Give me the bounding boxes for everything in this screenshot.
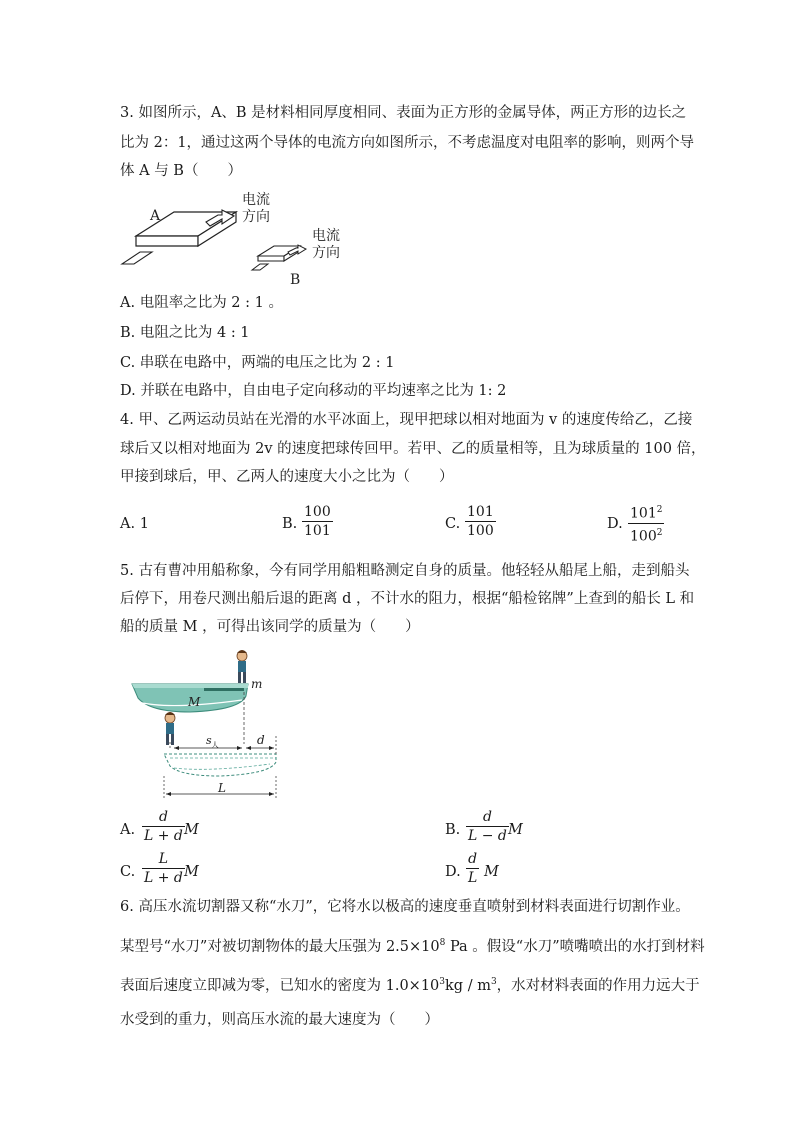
person-lower bbox=[165, 712, 175, 745]
q6-pressure-unit: Pa bbox=[445, 938, 468, 955]
q5-option-d-label: D. bbox=[445, 864, 461, 880]
q4-c-numerator: 101 bbox=[467, 504, 494, 520]
q5-c-denominator: L + d bbox=[144, 870, 183, 886]
q4-option-d-fraction bbox=[628, 501, 664, 545]
q4-c-denominator: 100 bbox=[467, 523, 494, 539]
q4-option-a: A. 1 bbox=[120, 516, 149, 532]
q3-option-c: C. 串联在电路中，两端的电压之比为 2 : 1 bbox=[120, 355, 395, 371]
q5-c-numerator: L bbox=[158, 851, 169, 867]
q6-density-value: 1.0×10 bbox=[385, 977, 440, 994]
q4-stem-line-3: 甲接到球后，甲、乙两人的速度大小之比为（ ） bbox=[120, 469, 454, 485]
q4-option-b-label: B. bbox=[282, 516, 298, 532]
q6-line3-text-b: ，水对材料表面的作用力远大于 bbox=[496, 977, 700, 994]
q5-stem-line-3: 船的质量 M ，可得出该同学的质量为（ ） bbox=[120, 619, 420, 635]
q4-option-d-label: D. bbox=[607, 516, 623, 532]
q6-stem-line-1: 6. 高压水流切割器又称“水刀”，它将水以极高的速度垂直喷射到材料表面进行切割作业。 bbox=[120, 899, 690, 915]
q4-stem-line-1: 4. 甲、乙两运动员站在光滑的水平冰面上，现甲把球以相对地面为 v 的速度传给乙，乙接 bbox=[120, 412, 693, 428]
q5-d-numerator: d bbox=[468, 851, 478, 867]
q6-pressure-value: 2.5×10 bbox=[385, 938, 440, 955]
q6-stem-line-2 bbox=[120, 933, 705, 957]
label-d: d bbox=[257, 733, 265, 747]
conductor-b bbox=[252, 245, 306, 270]
q3-stem-line-2: 比为 2：1，通过这两个导体的电流方向如图所示，不考虑温度对电阻率的影响，则两个导 bbox=[120, 135, 695, 151]
q4-d-num-exp: 2 bbox=[656, 505, 663, 515]
q5-option-b-label: B. bbox=[445, 822, 461, 838]
q4-stem-line-2: 球后又以相对地面为 2v 的速度把球传回甲。若甲、乙的质量相等，且为球质量的 100 倍， bbox=[120, 441, 706, 457]
q4-d-den-exp: 2 bbox=[656, 527, 663, 538]
q5-option-c-label: C. bbox=[120, 864, 136, 880]
q3-stem-line-1: 3. 如图所示，A、B 是材料相同厚度相同、表面为正方形的金属导体，两正方形的边长之 bbox=[120, 105, 687, 121]
person-upper bbox=[237, 650, 247, 683]
q5-b-numerator: d bbox=[482, 809, 492, 825]
lower-boat-outline bbox=[164, 754, 276, 776]
q6-line2-text-b: 。假设“水刀”喷嘴喷出的水打到材料 bbox=[467, 938, 705, 955]
q5-c-suffix: M bbox=[184, 864, 199, 880]
q5-stem-line-1: 5. 古有曹冲用船称象，今有同学用船粗略测定自身的质量。他轻轻从船尾上船，走到船头 bbox=[120, 563, 690, 579]
label-b: B bbox=[290, 272, 301, 288]
q4-d-denominator bbox=[628, 524, 664, 546]
q3-option-a: A. 电阻率之比为 2 : 1 。 bbox=[120, 295, 283, 311]
label-l: L bbox=[218, 781, 226, 795]
q4-option-c-label: C. bbox=[445, 516, 461, 532]
q3-option-d: D. 并联在电路中，自由电子定向移动的平均速率之比为 1: 2 bbox=[120, 383, 507, 399]
q4-option-b-fraction bbox=[302, 503, 333, 540]
q5-boat-figure bbox=[130, 644, 290, 804]
q5-a-denominator: L + d bbox=[144, 828, 183, 844]
conductor-a bbox=[122, 210, 236, 264]
current-a-text-1: 电流 bbox=[242, 192, 270, 208]
q5-b-suffix: M bbox=[508, 822, 523, 838]
q6-line3-text-a: 表面后速度立即减为零，已知水的密度为 bbox=[120, 977, 386, 994]
q4-d-num-base: 101 bbox=[630, 505, 657, 522]
q6-stem-line-3 bbox=[120, 972, 700, 996]
label-m: m bbox=[251, 677, 263, 691]
label-big-m: M bbox=[188, 695, 201, 709]
current-a-text-2: 方向 bbox=[242, 209, 270, 225]
current-b-text-1: 电流 bbox=[312, 228, 340, 244]
q5-option-c-fraction bbox=[142, 850, 185, 887]
q5-b-denominator: L − d bbox=[468, 828, 507, 844]
q5-d-denominator: L bbox=[468, 870, 478, 886]
label-a: A bbox=[150, 208, 161, 224]
q4-b-numerator: 100 bbox=[304, 504, 331, 520]
q5-option-a-fraction bbox=[142, 808, 185, 845]
q5-d-suffix: M bbox=[484, 864, 499, 880]
q6-density-exponent: 3 bbox=[439, 977, 446, 987]
q5-option-b-fraction bbox=[466, 808, 509, 845]
q4-d-den-base: 100 bbox=[630, 528, 657, 545]
q6-line2-text-a: 某型号“水刀”对被切割物体的最大压强为 bbox=[120, 938, 386, 955]
q6-stem-line-4: 水受到的重力，则高压水流的最大速度为（ ） bbox=[120, 1012, 439, 1028]
q3-conductor-figure bbox=[118, 188, 358, 288]
q6-density-unit: kg / m bbox=[445, 977, 491, 994]
q6-pressure-exponent: 8 bbox=[439, 938, 446, 948]
q4-d-numerator bbox=[628, 501, 664, 523]
label-s: $s_人$ bbox=[206, 734, 219, 749]
q4-option-c-fraction bbox=[465, 503, 496, 540]
q4-b-denominator: 101 bbox=[304, 523, 331, 539]
q6-density-unit-exponent: 3 bbox=[490, 977, 497, 987]
q5-a-suffix: M bbox=[184, 822, 199, 838]
q3-option-b: B. 电阻之比为 4 : 1 bbox=[120, 325, 250, 341]
q5-a-numerator: d bbox=[158, 809, 168, 825]
q3-stem-line-3: 体 A 与 B（ ） bbox=[120, 163, 242, 179]
q5-option-a-label: A. bbox=[120, 822, 136, 838]
q5-stem-line-2: 后停下，用卷尺测出船后退的距离 d ，不计水的阻力，根据“船检铭牌”上查到的船长 L 和 bbox=[120, 591, 695, 607]
q5-option-d-fraction bbox=[466, 850, 479, 887]
current-b-text-2: 方向 bbox=[312, 245, 340, 261]
